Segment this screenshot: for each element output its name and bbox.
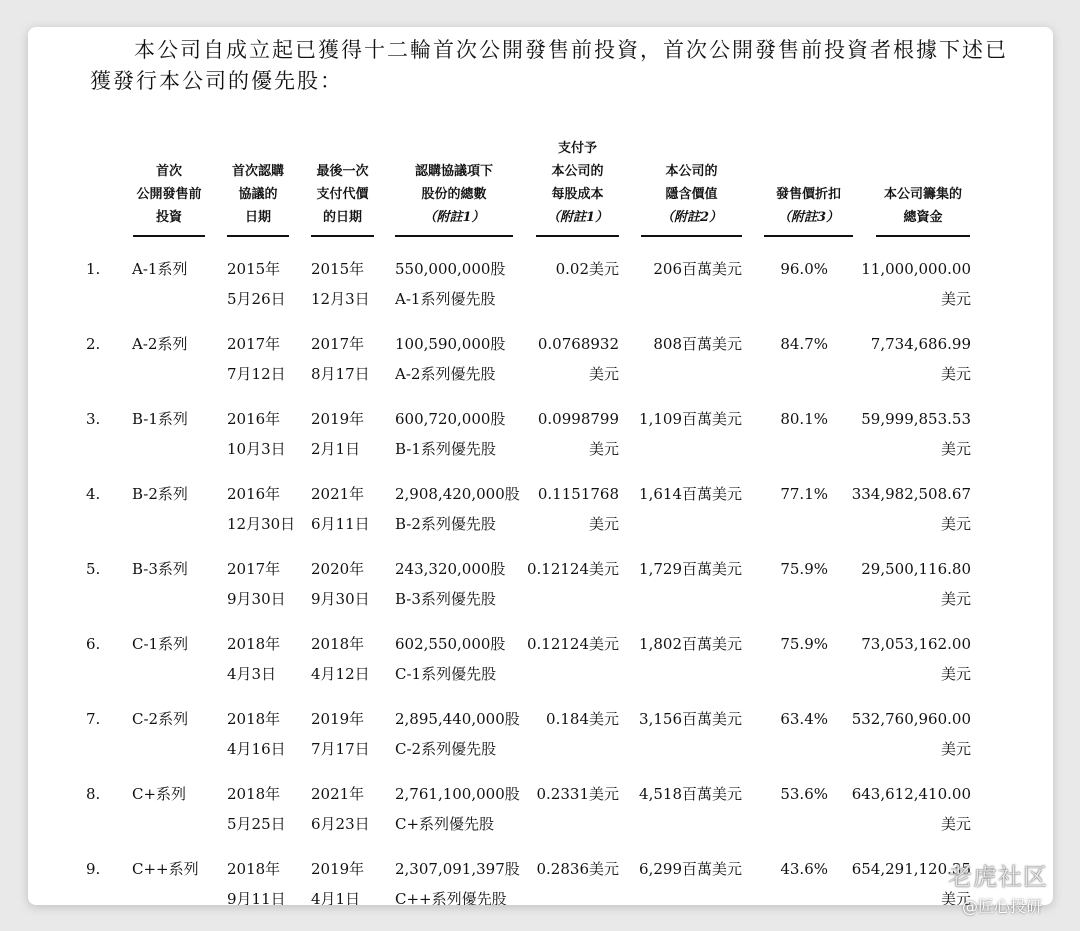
- cell-valuation: 1,614百萬美元: [639, 485, 742, 503]
- cell-pay-y: 2021年: [311, 785, 365, 803]
- cell-agr-md: 9月30日: [227, 590, 286, 608]
- cell-pay-md: 6月23日: [311, 815, 370, 833]
- table-row: [28, 629, 1053, 689]
- cell-agr-y: 2018年: [227, 785, 281, 803]
- cell-shares-type: B-2系列優先股: [395, 515, 496, 533]
- cell-cost1: 0.2331美元: [536, 785, 619, 803]
- cell-cost1: 0.12124美元: [526, 560, 619, 578]
- cell-agr-md: 4月16日: [227, 740, 286, 758]
- cell-raised1: 654,291,120.35: [851, 860, 971, 878]
- cell-valuation: 3,156百萬美元: [639, 710, 742, 728]
- header-investor: 首次 公開發售前 投資: [133, 160, 205, 237]
- cell-shares-type: B-3系列優先股: [395, 590, 496, 608]
- cell-shares: 600,720,000股: [395, 410, 506, 428]
- cell-no: 8.: [86, 785, 101, 803]
- intro-paragraph: 本公司自成立起已獲得十二輪首次公開發售前投資，首次公開發售前投資者根據下述已獲發行本公司的優先股：: [90, 38, 1008, 93]
- cell-agr-md: 5月25日: [227, 815, 286, 833]
- cell-raised2: 美元: [940, 815, 971, 833]
- cell-agr-y: 2017年: [227, 335, 281, 353]
- cell-raised1: 7,734,686.99: [870, 335, 971, 353]
- cell-agr-md: 5月26日: [227, 290, 286, 308]
- cell-pay-md: 7月17日: [311, 740, 370, 758]
- cell-shares: 2,761,100,000股: [395, 785, 520, 803]
- cell-series: C++系列: [132, 860, 199, 878]
- table-row: [28, 329, 1053, 389]
- cell-agr-y: 2016年: [227, 485, 281, 503]
- header-last-payment: 最後一次 支付代價 的日期: [311, 160, 374, 237]
- cell-agr-y: 2016年: [227, 410, 281, 428]
- watermark-brand: 老虎社区: [948, 863, 1048, 891]
- cell-series: C-1系列: [132, 635, 189, 653]
- cell-pay-y: 2019年: [311, 710, 365, 728]
- cell-series: A-1系列: [132, 260, 188, 278]
- document-page: [28, 27, 1053, 905]
- cell-discount: 53.6%: [780, 785, 828, 803]
- cell-agr-md: 12月30日: [227, 515, 296, 533]
- cell-cost2: 美元: [588, 515, 619, 533]
- cell-agr-y: 2018年: [227, 635, 281, 653]
- cell-discount: 80.1%: [780, 410, 828, 428]
- cell-discount: 75.9%: [780, 560, 828, 578]
- cell-discount: 84.7%: [780, 335, 828, 353]
- cell-cost2: 美元: [588, 440, 619, 458]
- cell-discount: 63.4%: [780, 710, 828, 728]
- cell-valuation: 6,299百萬美元: [639, 860, 742, 878]
- cell-pay-md: 2月1日: [311, 440, 361, 458]
- cell-shares-type: C-1系列優先股: [395, 665, 497, 683]
- cell-agr-md: 7月12日: [227, 365, 286, 383]
- cell-cost2: 美元: [588, 365, 619, 383]
- cell-shares: 2,307,091,397股: [395, 860, 520, 878]
- header-cost: 支付予 本公司的 每股成本 （附註1）: [536, 137, 619, 237]
- cell-agr-md: 9月11日: [227, 890, 286, 905]
- cell-pay-y: 2021年: [311, 485, 365, 503]
- cell-valuation: 1,109百萬美元: [639, 410, 742, 428]
- cell-pay-md: 6月11日: [311, 515, 370, 533]
- cell-shares: 2,895,440,000股: [395, 710, 520, 728]
- cell-series: A-2系列: [132, 335, 188, 353]
- cell-pay-y: 2018年: [311, 635, 365, 653]
- cell-no: 4.: [86, 485, 101, 503]
- header-agreement-date: 首次認購 協議的 日期: [227, 160, 289, 237]
- cell-raised2: 美元: [940, 590, 971, 608]
- table-row: [28, 479, 1053, 539]
- cell-cost1: 0.12124美元: [526, 635, 619, 653]
- cell-pay-md: 4月12日: [311, 665, 370, 683]
- cell-agr-md: 10月3日: [227, 440, 286, 458]
- cell-raised2: 美元: [940, 890, 971, 905]
- cell-valuation: 1,802百萬美元: [639, 635, 742, 653]
- cell-raised1: 59,999,853.53: [861, 410, 971, 428]
- cell-shares-type: A-1系列優先股: [395, 290, 496, 308]
- cell-shares: 602,550,000股: [395, 635, 506, 653]
- cell-agr-y: 2017年: [227, 560, 281, 578]
- cell-shares-type: B-1系列優先股: [395, 440, 496, 458]
- cell-raised1: 11,000,000.00: [861, 260, 971, 278]
- cell-raised1: 29,500,116.80: [861, 560, 971, 578]
- cell-discount: 75.9%: [780, 635, 828, 653]
- cell-series: C-2系列: [132, 710, 189, 728]
- cell-series: C+系列: [132, 785, 187, 803]
- cell-series: B-1系列: [132, 410, 188, 428]
- cell-agr-y: 2018年: [227, 860, 281, 878]
- cell-pay-y: 2019年: [311, 860, 365, 878]
- header-raised: 本公司籌集的 總資金: [876, 183, 970, 237]
- table-row: [28, 404, 1053, 464]
- cell-no: 3.: [86, 410, 101, 428]
- table-header: [28, 127, 1053, 237]
- cell-cost1: 0.0998799: [537, 410, 619, 428]
- cell-agr-md: 4月3日: [227, 665, 277, 683]
- table-row: [28, 779, 1053, 839]
- cell-raised2: 美元: [940, 440, 971, 458]
- cell-raised1: 532,760,960.00: [851, 710, 971, 728]
- header-shares: 認購協議項下 股份的總數 （附註1）: [395, 160, 513, 237]
- table-row: [28, 554, 1053, 614]
- cell-agr-y: 2018年: [227, 710, 281, 728]
- cell-raised2: 美元: [940, 365, 971, 383]
- header-discount: 發售價折扣 （附註3）: [764, 183, 853, 237]
- cell-discount: 43.6%: [780, 860, 828, 878]
- cell-cost1: 0.02美元: [555, 260, 619, 278]
- cell-no: 6.: [86, 635, 101, 653]
- cell-cost1: 0.0768932: [537, 335, 619, 353]
- cell-raised2: 美元: [940, 515, 971, 533]
- header-valuation: 本公司的 隱含價值 （附註2）: [641, 160, 742, 237]
- cell-raised2: 美元: [940, 740, 971, 758]
- cell-valuation: 808百萬美元: [653, 335, 742, 353]
- cell-pay-y: 2015年: [311, 260, 365, 278]
- cell-cost1: 0.184美元: [546, 710, 619, 728]
- cell-pay-y: 2017年: [311, 335, 365, 353]
- cell-no: 7.: [86, 710, 101, 728]
- cell-shares: 100,590,000股: [395, 335, 506, 353]
- cell-no: 9.: [86, 860, 101, 878]
- cell-pay-md: 9月30日: [311, 590, 370, 608]
- cell-agr-y: 2015年: [227, 260, 281, 278]
- cell-discount: 96.0%: [780, 260, 828, 278]
- cell-pay-md: 12月3日: [311, 290, 370, 308]
- cell-cost1: 0.2836美元: [536, 860, 619, 878]
- cell-raised2: 美元: [940, 665, 971, 683]
- cell-raised2: 美元: [940, 290, 971, 308]
- cell-raised1: 334,982,508.67: [851, 485, 971, 503]
- cell-valuation: 4,518百萬美元: [639, 785, 742, 803]
- cell-series: B-3系列: [132, 560, 188, 578]
- cell-shares-type: C+系列優先股: [395, 815, 495, 833]
- watermark-author: @匠心投研: [962, 897, 1043, 916]
- cell-raised1: 73,053,162.00: [861, 635, 971, 653]
- table-row: [28, 254, 1053, 314]
- cell-shares: 550,000,000股: [395, 260, 506, 278]
- cell-pay-y: 2019年: [311, 410, 365, 428]
- cell-no: 1.: [86, 260, 101, 278]
- cell-shares-type: C-2系列優先股: [395, 740, 497, 758]
- cell-pay-y: 2020年: [311, 560, 365, 578]
- cell-valuation: 1,729百萬美元: [639, 560, 742, 578]
- cell-shares-type: C++系列優先股: [395, 890, 507, 905]
- cell-raised1: 643,612,410.00: [851, 785, 971, 803]
- cell-shares: 243,320,000股: [395, 560, 506, 578]
- cell-pay-md: 8月17日: [311, 365, 370, 383]
- table-row: [28, 704, 1053, 764]
- cell-no: 5.: [86, 560, 101, 578]
- cell-valuation: 206百萬美元: [653, 260, 742, 278]
- table-row: [28, 854, 1053, 905]
- cell-shares-type: A-2系列優先股: [395, 365, 496, 383]
- cell-discount: 77.1%: [780, 485, 828, 503]
- cell-shares: 2,908,420,000股: [395, 485, 520, 503]
- cell-cost1: 0.1151768: [537, 485, 619, 503]
- cell-no: 2.: [86, 335, 101, 353]
- cell-series: B-2系列: [132, 485, 188, 503]
- cell-pay-md: 4月1日: [311, 890, 361, 905]
